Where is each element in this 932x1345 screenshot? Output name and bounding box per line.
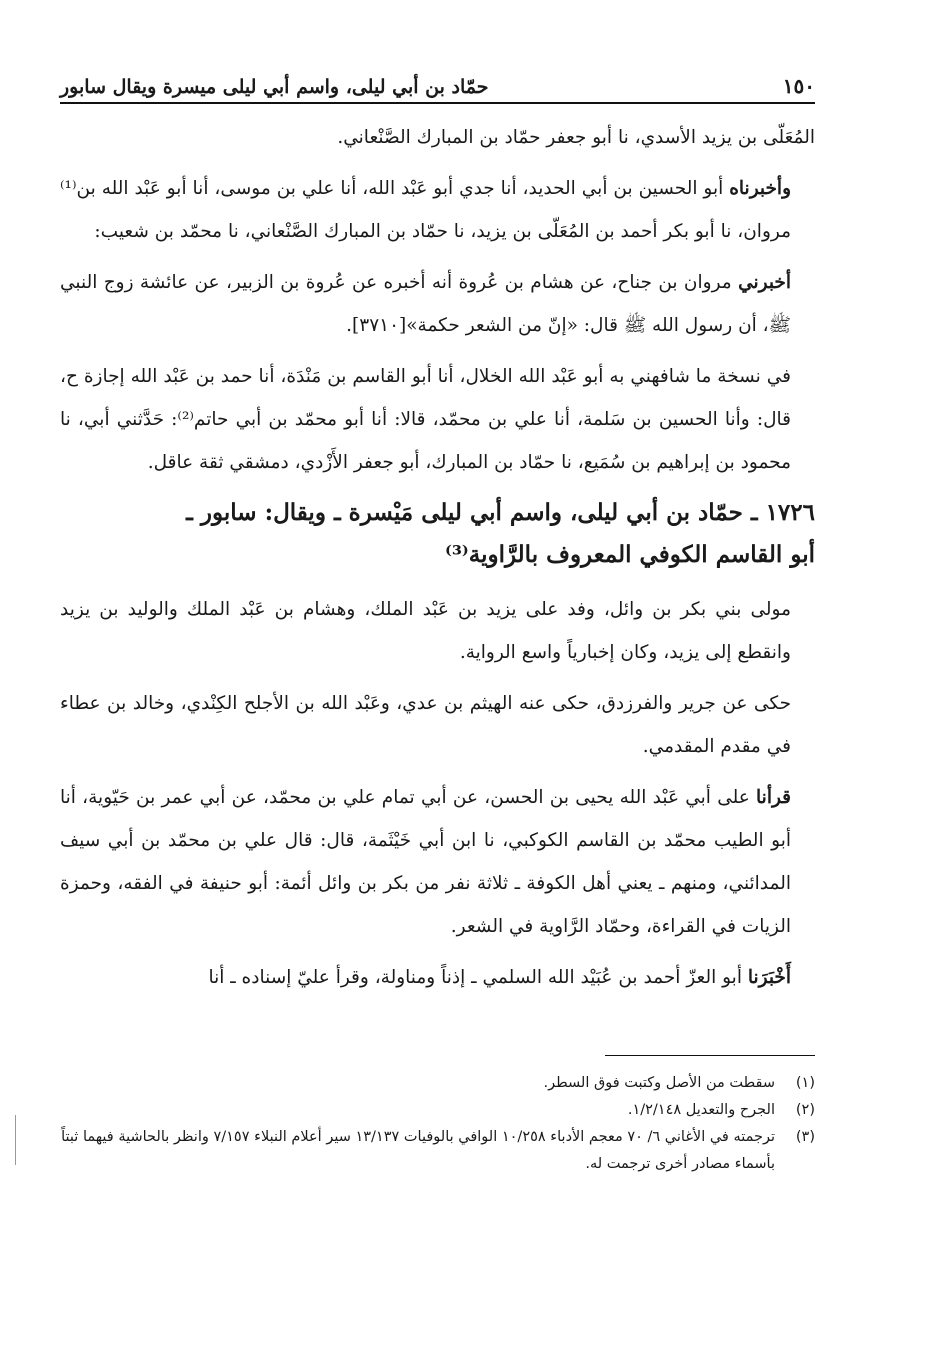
- footnote-text: ترجمته في الأغاني ٦/ ٧٠ معجم الأدباء ١٠/٢٥٨ الوافي بالوفيات ١٣/١٣٧ سير أعلام النبلاء ٧/١٥٧ وانظر بالحاشية فيهما ثبتاً بأسماء مصادر أخرى ترجمت له.: [61, 1129, 775, 1172]
- paragraph-text: حكى عن جرير والفرزدق، حكى عنه الهيثم بن عدي، وعَبْد الله بن الأجلح الكِنْدي، وخالد بن عطاء في مقدم المقدمي.: [60, 693, 791, 757]
- paragraph-text: أبو الحسين بن أبي الحديد، أنا جدي أبو عَبْد الله، أنا علي بن موسى، أنا أبو عَبْد الله بن⁽¹⁾ مروان، نا أبو بكر أحمد بن المُعَلّى بن يزيد، نا حمّاد بن المبارك الصَّنْعاني، نا محمّد بن شعيب:: [60, 178, 791, 242]
- paragraph: [60, 116, 815, 159]
- paragraph: [60, 167, 815, 253]
- paragraph: [60, 776, 815, 948]
- page-number: ١٥٠: [782, 74, 815, 98]
- paragraph-text: مولى بني بكر بن وائل، وفد على يزيد بن عَبْد الملك، وهشام بن عَبْد الملك والوليد بن يزيد وانقطع إلى يزيد، وكان إخبارياً واسع الرواية.: [60, 599, 791, 663]
- paragraph-lead: أَخْبَرَنا: [747, 967, 791, 988]
- footnote-separator: [605, 1055, 815, 1056]
- footnote-text: سقطت من الأصل وكتبت فوق السطر.: [543, 1075, 775, 1091]
- paragraph: [60, 355, 815, 484]
- paragraph: [60, 682, 815, 768]
- paragraph-text: أبو العزّ أحمد بن عُبَيْد الله السلمي ـ إذناً ومناولة، وقرأ عليّ إسناده ـ أنا: [208, 967, 748, 988]
- footnote-text: الجرح والتعديل ١/٢/١٤٨.: [627, 1102, 775, 1118]
- entry-heading-line: ١٧٢٦ ـ حمّاد بن أبي ليلى، واسم أبي ليلى مَيْسرة ـ ويقال: سابور ـ: [186, 499, 815, 526]
- paragraph: [60, 956, 815, 999]
- footnote: [60, 1124, 815, 1178]
- footnote-mark: (٣): [795, 1129, 815, 1145]
- footnotes: [60, 1070, 815, 1178]
- paragraph-text: في نسخة ما شافهني به أبو عَبْد الله الخلال، أنا أبو القاسم بن مَنْدَة، أنا حمد بن عَبْد الله إجازة ح، قال: وأنا الحسين بن سَلمة، أنا علي بن محمّد، قالا: أنا أبو محمّد بن أبي حاتم⁽²⁾: حَدَّثني أبي، نا محمود بن إبراهيم بن سُمَيع، نا حمّاد بن المبارك، أبو جعفر الأَزْدي، دمشقي ثقة عاقل.: [60, 366, 791, 473]
- entry-heading: [60, 492, 815, 576]
- book-page: [60, 60, 815, 1290]
- paragraph-text: على أبي عَبْد الله يحيى بن الحسن، عن أبي تمام علي بن محمّد، عن أبي عمر بن حَيّوية، أنا أبو الطيب محمّد بن القاسم الكوكبي، نا ابن أبي خَيْثَمة، قال: قال علي بن محمّد بن أبي سيف المدائني، ومنهم ـ يعني أهل الكوفة ـ ثلاثة نفر من بكر بن وائل أئمة: أبو حنيفة في الفقه، وحمزة الزيات في القراءة، وحمّاد الرَّاوية في الشعر.: [60, 787, 791, 937]
- scan-margin-mark: [15, 1115, 16, 1165]
- entry-heading-line: أبو القاسم الكوفي المعروف بالرَّاوية⁽³⁾: [444, 541, 815, 568]
- paragraph: [60, 261, 815, 347]
- paragraph-lead: أخبرني: [738, 272, 791, 293]
- footnote: [60, 1097, 815, 1124]
- main-text: [60, 116, 815, 999]
- footnote: [60, 1070, 815, 1097]
- paragraph-lead: وأخبرناه: [729, 178, 791, 199]
- running-title: حمّاد بن أبي ليلى، واسم أبي ليلى ميسرة ويقال سابور: [60, 76, 489, 98]
- paragraph-lead: قرأنا: [756, 787, 792, 808]
- paragraph-text: المُعَلّى بن يزيد الأسدي، نا أبو جعفر حمّاد بن المبارك الصَّنْعاني.: [337, 127, 815, 148]
- page-header: [60, 60, 815, 104]
- footnote-mark: (١): [795, 1075, 815, 1091]
- paragraph: [60, 588, 815, 674]
- paragraph-text: مروان بن جناح، عن هشام بن عُروة أنه أخبره عن عُروة بن الزبير، عن عائشة زوج النبي ﷺ، أن رسول الله ﷺ قال: «إنّ من الشعر حكمة»[٣٧١٠].: [60, 272, 791, 336]
- footnote-mark: (٢): [795, 1102, 815, 1118]
